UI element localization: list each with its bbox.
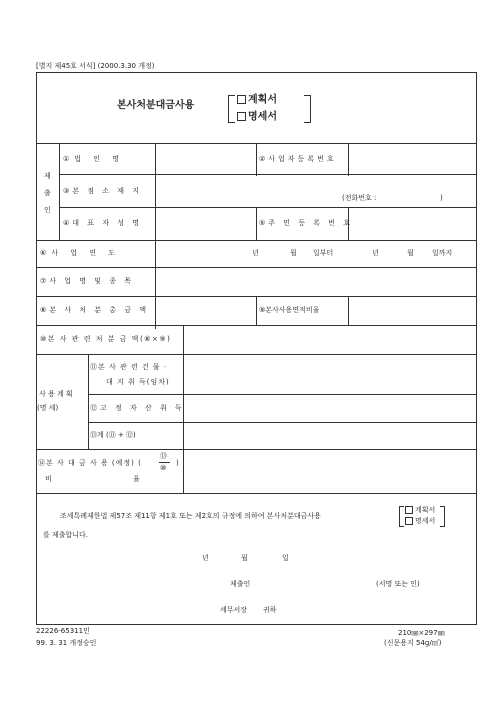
usage-area-ratio-field[interactable] bbox=[349, 297, 476, 324]
checkbox-icon[interactable] bbox=[405, 517, 413, 525]
corp-name-field[interactable] bbox=[156, 144, 255, 174]
biz-reg-no-label: ②사업자등록번호 bbox=[259, 155, 337, 163]
ratio-denominator: ⑩ bbox=[160, 464, 167, 472]
form-title: 본사처분대금사용 bbox=[117, 100, 195, 111]
ratio-label: ⑭본 사 대 금 사 용 (예정) ( bbox=[38, 459, 142, 467]
submitter-label-2: 출 bbox=[44, 189, 51, 197]
checkbox-icon[interactable] bbox=[237, 95, 246, 104]
phone-label: (전화번호 : bbox=[342, 194, 377, 202]
date-month: 월 bbox=[241, 554, 248, 562]
title-bracket-right bbox=[304, 95, 311, 123]
form-number: 22226-65311민 bbox=[36, 627, 90, 635]
item-11-field[interactable] bbox=[184, 355, 476, 393]
recipient-label: 세무서장 bbox=[220, 606, 248, 614]
form-reference: [별지 제45호 서식] (2000.3.30 개정) bbox=[36, 62, 155, 70]
checkbox-icon[interactable] bbox=[405, 506, 413, 514]
rep-name-label: ④대 표 자 성 명 bbox=[63, 219, 142, 227]
honorific-label: 귀하 bbox=[263, 606, 277, 614]
item-13-field[interactable] bbox=[184, 423, 476, 448]
disposal-total-field[interactable] bbox=[156, 297, 255, 324]
paper-type: (신문용지 54g/㎡) bbox=[384, 639, 442, 647]
approval-date: 99. 3. 31 개정승인 bbox=[36, 639, 97, 647]
day-from: 일부터 bbox=[313, 249, 334, 257]
ratio-field[interactable] bbox=[184, 450, 476, 492]
item-13-label: ⑬계 (⑪ + ⑫) bbox=[90, 431, 136, 439]
business-type-label: ⑦사 업 명 및 종 목 bbox=[40, 277, 134, 285]
phone-close: ) bbox=[440, 194, 443, 202]
signature-label: (서명 또는 인) bbox=[376, 580, 420, 588]
declaration-bracket-left bbox=[399, 506, 404, 527]
item-12-label: ⑫고 정 자 산 취 득 bbox=[90, 404, 185, 412]
disposal-total-label: ⑧본 사 처 분 총 금 액 bbox=[40, 306, 149, 314]
ratio-numerator: ⑬ bbox=[160, 452, 167, 460]
item-11-label-2: 대 지 취 득(임차) bbox=[106, 378, 170, 386]
biz-reg-no-field[interactable] bbox=[349, 144, 476, 174]
checkbox-icon[interactable] bbox=[237, 112, 246, 121]
date-year: 년 bbox=[202, 554, 209, 562]
usage-plan-label-2: (명 세) bbox=[37, 404, 59, 412]
title-option-statement[interactable]: 명세서 bbox=[237, 112, 277, 122]
resident-no-field[interactable] bbox=[349, 208, 476, 239]
rep-name-field[interactable] bbox=[156, 208, 255, 239]
declaration-bracket-right bbox=[440, 506, 445, 527]
business-year-label: ⑥사 업 연 도 bbox=[40, 249, 120, 257]
submitter-sign-label: 제출인 bbox=[230, 580, 251, 588]
usage-area-ratio-label: ⑨본사사용면적비율 bbox=[259, 306, 320, 314]
declaration-text-2: 를 제출합니다. bbox=[43, 531, 89, 539]
submitter-label-1: 제 bbox=[44, 172, 51, 180]
ratio-label-2: 비 bbox=[45, 475, 52, 483]
declaration-text: 조세특례제한법 제57조 제11항 제1호 또는 제2호의 규정에 의하여 본사처분대금사용 bbox=[60, 512, 321, 520]
ratio-close: ) bbox=[176, 459, 179, 467]
usage-plan-label: 사 용 계 획 bbox=[39, 390, 73, 398]
year-unit-2: 년 bbox=[372, 249, 379, 257]
hq-address-field[interactable] bbox=[156, 175, 476, 206]
month-unit-2: 월 bbox=[407, 249, 414, 257]
title-option-plan[interactable]: 계획서 bbox=[237, 95, 277, 105]
declaration-option-statement[interactable]: 명세서 bbox=[405, 517, 435, 526]
corp-name-label: ①법 인 명 bbox=[63, 155, 125, 163]
submitter-label-3: 인 bbox=[44, 206, 51, 214]
related-disposal-field[interactable] bbox=[184, 326, 476, 353]
fraction-bar bbox=[159, 462, 170, 463]
date-day: 일 bbox=[282, 554, 289, 562]
item-11-label: ⑪본 사 관 련 건 물 · bbox=[90, 363, 168, 371]
business-type-field[interactable] bbox=[156, 268, 476, 295]
title-bracket-left bbox=[228, 95, 235, 123]
paper-size: 210㎜×297㎜ bbox=[398, 629, 445, 637]
month-unit: 월 bbox=[290, 249, 297, 257]
year-unit: 년 bbox=[252, 249, 259, 257]
hq-address-label: ③본 점 소 재 지 bbox=[63, 187, 142, 195]
day-to: 일까지 bbox=[432, 249, 453, 257]
ratio-label-3: 율 bbox=[133, 475, 140, 483]
item-12-field[interactable] bbox=[184, 395, 476, 421]
resident-no-label: ⑤주 민 등 록 번 호 bbox=[259, 219, 353, 227]
declaration-option-plan[interactable]: 계획서 bbox=[405, 506, 435, 515]
related-disposal-label: ⑩본 사 관 련 처 분 금 액(⑧×⑨) bbox=[40, 335, 172, 343]
